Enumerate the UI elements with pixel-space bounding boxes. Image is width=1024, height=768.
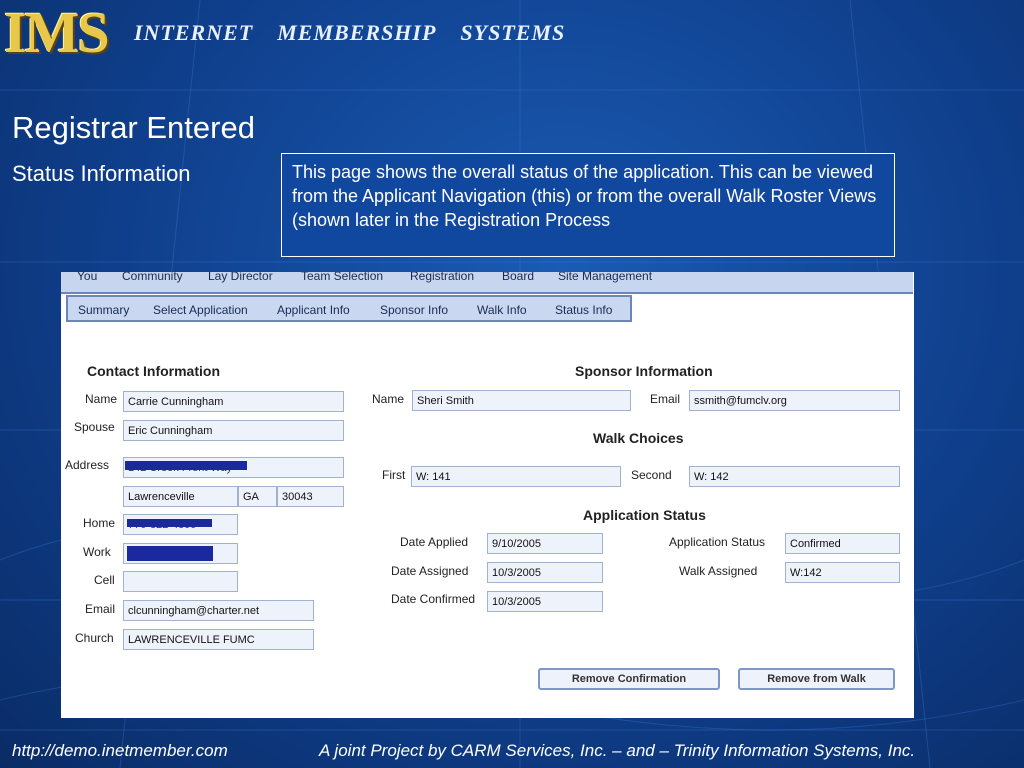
remove-from-walk-button[interactable]: Remove from Walk — [738, 668, 895, 690]
sponsor-name-field[interactable]: Sheri Smith — [412, 390, 631, 411]
email-field[interactable]: clcunningham@charter.net — [123, 600, 314, 621]
church-label: Church — [75, 631, 114, 645]
subnav-applicant-info[interactable]: Applicant Info — [277, 303, 350, 317]
tagline-word: INTERNET — [134, 20, 254, 45]
spouse-field[interactable]: Eric Cunningham — [123, 420, 344, 441]
second-choice-label: Second — [631, 468, 672, 482]
nav-item-community[interactable]: Community — [122, 272, 183, 283]
date-assigned-field[interactable]: 10/3/2005 — [487, 562, 603, 583]
slide-subtitle: Status Information — [12, 161, 191, 186]
zip-field[interactable]: 30043 — [277, 486, 344, 507]
first-choice-label: First — [382, 468, 406, 482]
nav-item-lay-director[interactable]: Lay Director — [208, 272, 273, 283]
date-applied-field[interactable]: 9/10/2005 — [487, 533, 603, 554]
walk-choices-heading: Walk Choices — [593, 430, 684, 446]
subnav-select-application[interactable]: Select Application — [153, 303, 248, 317]
name-field[interactable]: Carrie Cunningham — [123, 391, 344, 412]
nav-item-registration[interactable]: Registration — [410, 272, 475, 283]
date-applied-label: Date Applied — [400, 535, 469, 549]
sponsor-email-field[interactable]: ssmith@fumclv.org — [689, 390, 900, 411]
subnav-sponsor-info[interactable]: Sponsor Info — [380, 303, 449, 317]
home-label: Home — [83, 516, 116, 530]
first-choice-field[interactable]: W: 141 — [411, 466, 621, 487]
sponsor-email-label: Email — [650, 392, 681, 406]
email-label: Email — [85, 602, 116, 616]
app-status-field[interactable]: Confirmed — [785, 533, 900, 554]
state-field[interactable]: GA — [238, 486, 277, 507]
main-nav — [61, 272, 913, 294]
date-confirmed-field[interactable]: 10/3/2005 — [487, 591, 603, 612]
subnav-summary[interactable]: Summary — [78, 303, 130, 317]
address-label: Address — [65, 458, 110, 472]
sponsor-heading: Sponsor Information — [575, 363, 713, 379]
footer-url: http://demo.inetmember.com — [12, 741, 228, 760]
description-callout: This page shows the overall status of the application. This can be viewed from the Applicant Navigation (this) or from the overall Walk Roster Views (shown later in the Registration Process — [281, 153, 895, 257]
name-label: Name — [85, 392, 118, 406]
sub-nav — [66, 295, 632, 322]
spouse-label: Spouse — [74, 420, 115, 434]
ims-logo: IMS — [4, 0, 108, 65]
city-field[interactable]: Lawrenceville — [123, 486, 238, 507]
application-screenshot — [61, 272, 914, 718]
second-choice-field[interactable]: W: 142 — [689, 466, 900, 487]
sponsor-name-label: Name — [372, 392, 405, 406]
footer-credit: A joint Project by CARM Services, Inc. – and – Trinity Information Systems, Inc. — [319, 741, 916, 760]
app-status-label: Application Status — [669, 535, 766, 549]
subnav-status-info[interactable]: Status Info — [555, 303, 613, 317]
walk-assigned-field[interactable]: W:142 — [785, 562, 900, 583]
redaction-bar — [127, 546, 213, 561]
nav-item-site-management[interactable]: Site Management — [558, 272, 653, 283]
redaction-bar — [127, 519, 212, 527]
tagline-word: SYSTEMS — [460, 20, 566, 45]
remove-confirmation-button[interactable]: Remove Confirmation — [538, 668, 720, 690]
tagline-word: MEMBERSHIP — [277, 20, 437, 45]
cell-phone-field[interactable] — [123, 571, 238, 592]
date-assigned-label: Date Assigned — [391, 564, 469, 578]
work-label: Work — [83, 545, 111, 559]
redaction-bar — [125, 461, 247, 470]
nav-item-team-selection[interactable]: Team Selection — [301, 272, 384, 283]
application-status-heading: Application Status — [583, 507, 706, 523]
subnav-walk-info[interactable]: Walk Info — [477, 303, 527, 317]
nav-item-board[interactable]: Board — [502, 272, 535, 283]
church-field[interactable]: LAWRENCEVILLE FUMC — [123, 629, 314, 650]
slide-title: Registrar Entered — [12, 110, 255, 145]
tagline — [134, 20, 589, 46]
contact-heading: Contact Information — [87, 363, 220, 379]
cell-label: Cell — [94, 573, 115, 587]
walk-assigned-label: Walk Assigned — [679, 564, 758, 578]
nav-item-you[interactable]: You — [77, 272, 98, 283]
date-confirmed-label: Date Confirmed — [391, 592, 476, 606]
